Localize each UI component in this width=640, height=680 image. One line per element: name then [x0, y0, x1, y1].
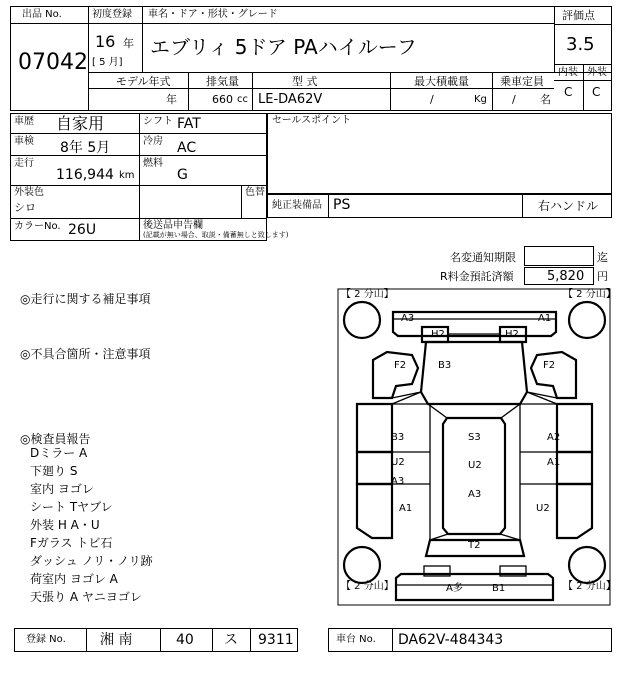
recycle-unit: 円	[597, 270, 608, 283]
first-reg-label: 初度登録	[92, 9, 132, 20]
car-name-value: エブリィ 5ドア PAハイルーフ	[150, 35, 417, 59]
mileage-unit: km	[119, 170, 135, 181]
plate-number: 9311	[258, 632, 294, 648]
tire-label-front-right: 【 2 分山】	[563, 289, 616, 300]
color-change-label: 色替	[245, 187, 265, 198]
interior-label: 内装	[558, 67, 578, 78]
mark-a2-right: A2	[547, 432, 561, 443]
displacement-value: 660	[212, 93, 233, 106]
recycle-label: R料金預託済額	[440, 270, 514, 283]
mark-a1-left: A1	[399, 503, 413, 514]
report-line: Fガラス トビ石	[30, 536, 113, 550]
chassis-value: DA62V-484343	[398, 632, 504, 648]
front-fender-left	[373, 352, 418, 398]
shift-label: シフト	[143, 116, 173, 127]
sales-point-label: セールスポイント	[272, 115, 352, 126]
exterior-color-label: 外装色	[14, 187, 44, 198]
tire-rear-right	[569, 547, 605, 583]
mark-b1-rear: B1	[492, 583, 506, 594]
history-value: 自家用	[56, 114, 105, 133]
name-change-unit: 迄	[597, 251, 608, 264]
plate-class: 40	[176, 632, 194, 648]
recycle-value: 5,820	[547, 269, 585, 284]
inspection-label: 車検	[14, 136, 34, 147]
report-line: 天張り A ヤニヨゴレ	[30, 590, 142, 604]
mark-u2-roof: U2	[468, 460, 482, 471]
mark-h2-right: H2	[505, 329, 519, 340]
report-line: 下廻り S	[30, 464, 78, 478]
hood	[421, 342, 527, 404]
mark-a3-front: A3	[401, 313, 415, 324]
tire-label-front-left: 【 2 分山】	[341, 289, 394, 300]
mark-u2-left: U2	[391, 457, 405, 468]
grade-value: 3.5	[566, 34, 595, 55]
inspection-value: 8年 5月	[60, 140, 111, 156]
lot-label: 出品 No.	[22, 9, 62, 20]
mark-a3-roof: A3	[468, 489, 482, 500]
rear-door-left	[357, 452, 392, 484]
interior-value: C	[564, 85, 573, 99]
plate-label: 登録 No.	[26, 634, 66, 645]
tire-label-rear-right: 【 2 分山】	[563, 581, 616, 592]
type-label: 型 式	[292, 75, 318, 88]
tire-rear-left	[344, 547, 380, 583]
capacity-label: 乗車定員	[500, 75, 544, 88]
mark-b3-hood: B3	[438, 360, 452, 371]
mileage-value: 116,944	[56, 167, 114, 183]
grade-label: 評価点	[562, 9, 595, 22]
front-fender-right	[531, 352, 576, 398]
tire-front-right	[569, 302, 605, 338]
car-name-label: 車名・ドア・形状・グレード	[148, 9, 278, 20]
fuel-label: 燃料	[143, 158, 163, 169]
plate-kana: ス	[224, 632, 238, 648]
fuel-value: G	[177, 167, 188, 183]
mark-u2-right: U2	[536, 503, 550, 514]
rear-quarter-left	[357, 484, 392, 538]
report-line: Dミラー A	[30, 446, 88, 460]
first-reg-year-unit: 年	[123, 37, 134, 50]
tire-front-left	[344, 302, 380, 338]
chassis-label: 車台 No.	[336, 634, 376, 645]
model-year-label: モデル年式	[116, 75, 171, 88]
report-line: ダッシュ ノリ・ノリ跡	[30, 554, 153, 568]
color-no-value: 26U	[68, 222, 97, 238]
mark-f2-left: F2	[394, 360, 407, 371]
report-line: シート Tヤブレ	[30, 500, 113, 514]
history-label: 車歴	[14, 116, 34, 127]
inspector-label: ◎検査員報告	[20, 432, 91, 446]
plate-area: 湘 南	[100, 632, 133, 648]
mark-s3-roof: S3	[468, 432, 481, 443]
exterior-color-value: シロ	[14, 201, 36, 214]
max-load-unit: Kg	[474, 94, 487, 105]
delivery-note: (記載が無い場合、取説・備蓄無しと致します)	[143, 231, 289, 239]
mark-t2-rear: T2	[468, 540, 481, 551]
displacement-unit: cc	[237, 94, 248, 105]
shift-value: FAT	[177, 116, 201, 132]
rear-bumper	[396, 574, 553, 600]
tire-label-rear-left: 【 2 分山】	[341, 581, 394, 592]
front-door-right	[557, 404, 592, 452]
mark-h2-left: H2	[431, 329, 445, 340]
mark-a1-front: A1	[538, 313, 552, 324]
defects-label: ◎不具合箇所・注意事項	[20, 347, 151, 361]
displacement-label: 排気量	[206, 75, 239, 88]
capacity-unit: 名	[540, 93, 551, 106]
aircon-label: 冷房	[143, 136, 163, 147]
type-value: LE-DA62V	[258, 92, 323, 107]
delivery-label: 後送品申告欄	[143, 220, 203, 231]
report-line: 室内 ヨゴレ	[30, 482, 94, 496]
factory-options-value: PS	[333, 197, 351, 213]
driving-notes-label: ◎走行に関する補足事項	[20, 292, 151, 306]
mark-b3-left: B3	[391, 432, 405, 443]
report-line: 荷室内 ヨゴレ A	[30, 572, 118, 586]
rear-door-right	[557, 452, 592, 484]
color-no-label: カラーNo.	[14, 221, 61, 232]
model-year-unit: 年	[166, 93, 177, 106]
mark-a3-left: A3	[391, 476, 405, 487]
first-reg-year: 16	[95, 32, 116, 51]
front-bumper	[393, 312, 556, 336]
max-load-label: 最大積載量	[414, 75, 469, 88]
mark-a1-right: A1	[547, 457, 561, 468]
max-load-value: /	[430, 93, 434, 106]
mileage-label: 走行	[14, 158, 34, 169]
mark-f2-right: F2	[543, 360, 556, 371]
front-door-left	[357, 404, 392, 452]
report-line: 外装 H A・U	[30, 518, 100, 532]
mark-amany-rear: A多	[446, 583, 463, 594]
factory-options-label: 純正装備品	[272, 200, 322, 211]
first-reg-month: [ 5 月]	[92, 57, 123, 68]
exterior-label: 外装	[587, 67, 607, 78]
capacity-value: /	[512, 93, 516, 106]
name-change-label: 名変通知期限	[450, 251, 516, 264]
lot-number: 07042	[18, 50, 88, 75]
rear-quarter-right	[557, 484, 592, 538]
aircon-value: AC	[177, 140, 197, 156]
exterior-value: C	[592, 85, 601, 99]
steering-value: 右ハンドル	[538, 199, 599, 213]
